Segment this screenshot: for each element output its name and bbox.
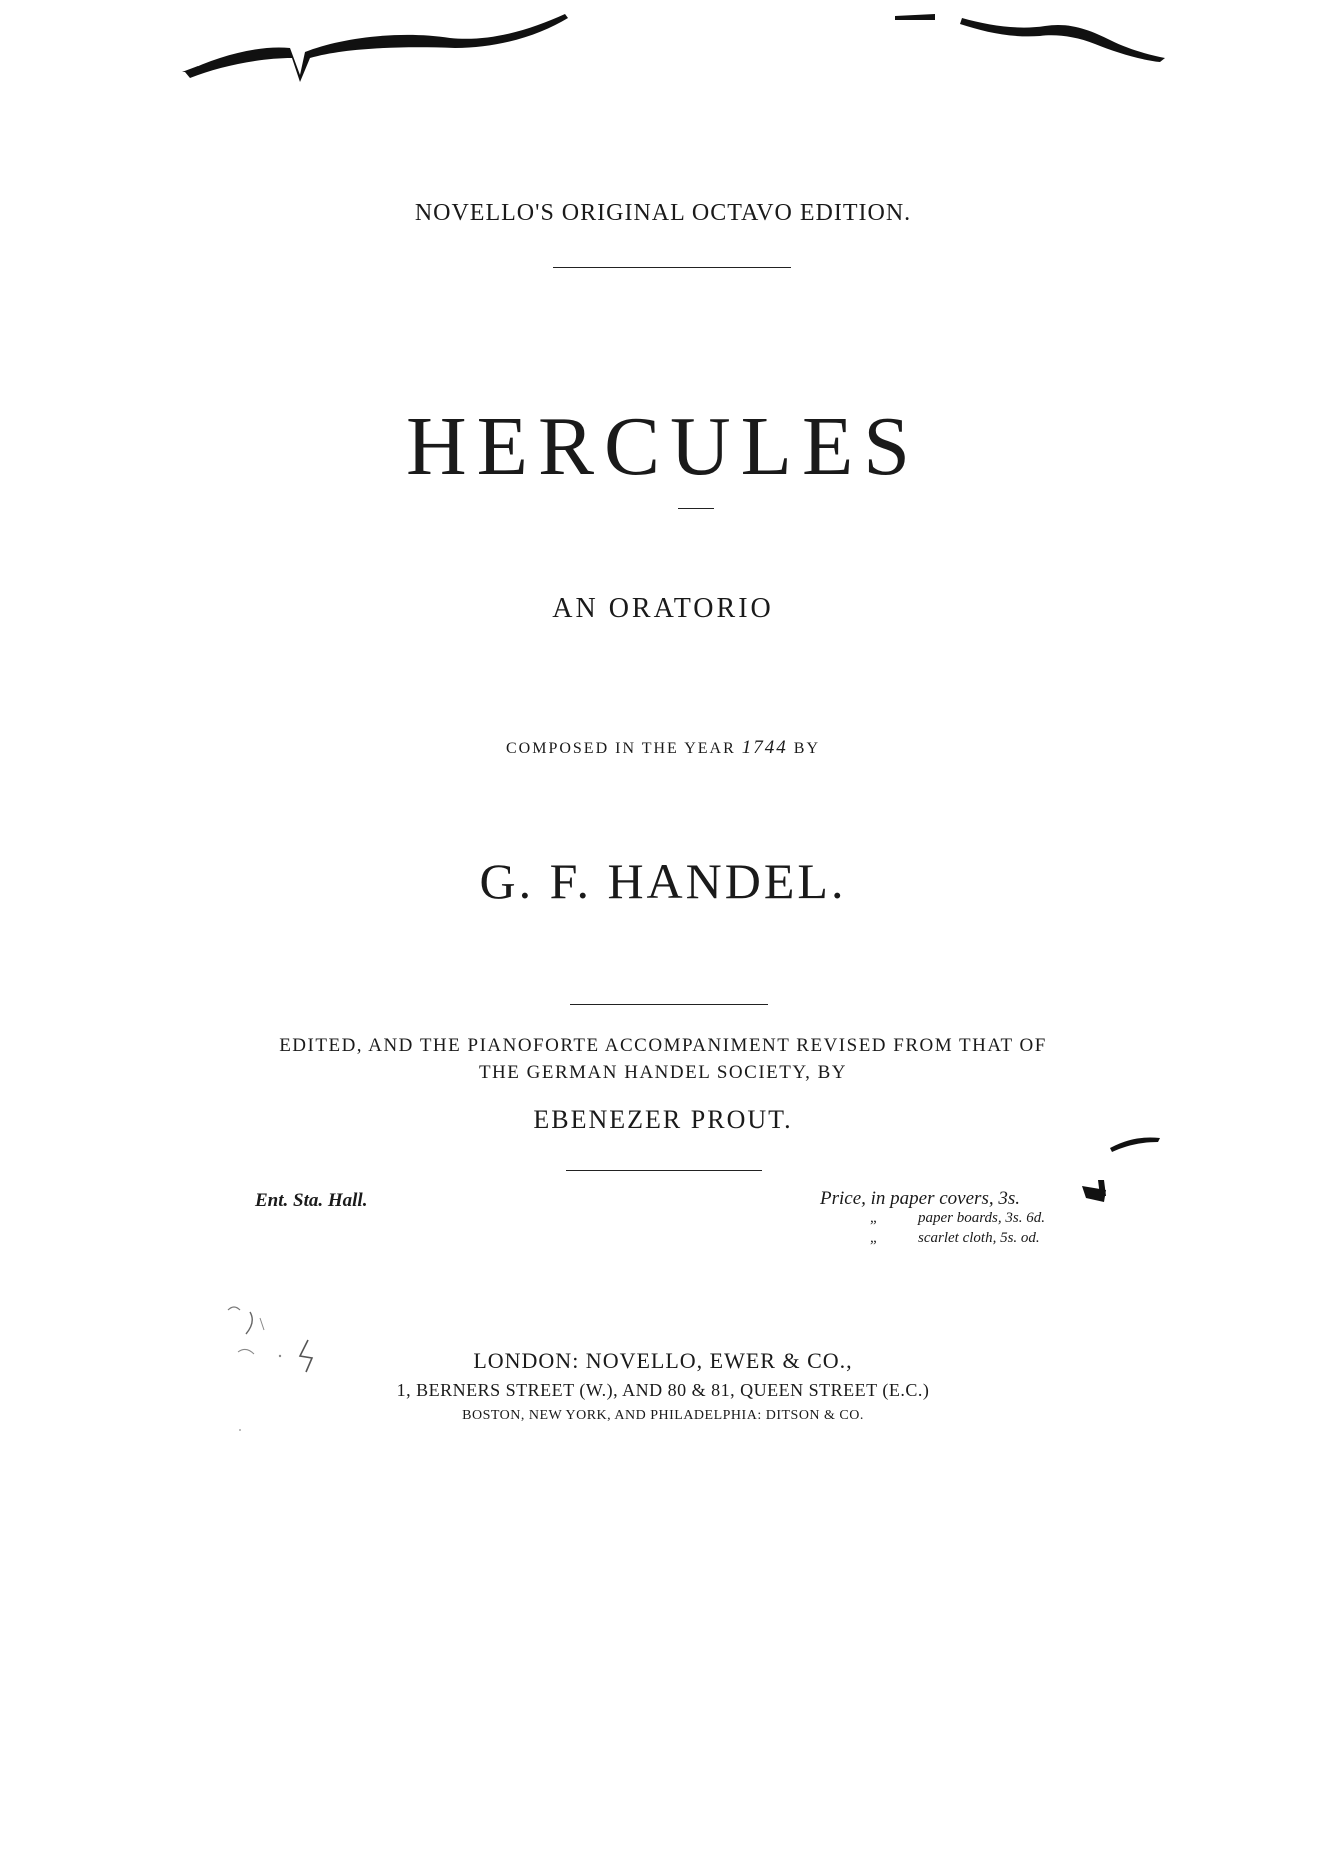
ditto-mark: „ [870,1210,877,1226]
composed-year: 1744 [741,737,788,758]
price-block [820,1188,1080,1250]
work-subtitle: AN ORATORIO [552,593,774,624]
registration-note: Ent. Sta. Hall. [255,1190,368,1211]
address-line: 1, BERNERS STREET (W.), AND 80 & 81, QUEEN STREET (E.C.) [396,1380,930,1400]
composed-line [0,737,1326,759]
price-row [820,1210,1080,1230]
edited-line-1: EDITED, AND THE PIANOFORTE ACCOMPANIMENT REVISED FROM THAT OF [279,1035,1047,1056]
title-divider [678,508,714,509]
publisher-line: LONDON: NOVELLO, EWER & CO., [473,1348,853,1373]
composed-suffix: BY [787,740,821,757]
ditto-mark: „ [870,1230,877,1246]
price-row-text: paper boards, 3s. 6d. [918,1210,1045,1226]
price-row-text: scarlet cloth, 5s. od. [918,1230,1040,1246]
torn-edge-decoration [0,0,1326,90]
edited-line-2: THE GERMAN HANDEL SOCIETY, BY [478,1062,848,1083]
composer-name: G. F. HANDEL. [479,853,847,909]
composed-prefix: COMPOSED IN THE YEAR [505,740,742,757]
price-row [820,1230,1080,1250]
edition-line: NOVELLO'S ORIGINAL OCTAVO EDITION. [414,200,912,226]
branches-line: BOSTON, NEW YORK, AND PHILADELPHIA: DITSON & CO. [462,1408,864,1423]
edition-divider [553,267,791,268]
editor-name: EBENEZER PROUT. [533,1105,793,1134]
work-title: HERCULES [405,400,921,493]
price-main: Price, in paper covers, 3s. [820,1188,1020,1209]
editor-divider [566,1170,762,1171]
composer-divider [570,1004,768,1005]
